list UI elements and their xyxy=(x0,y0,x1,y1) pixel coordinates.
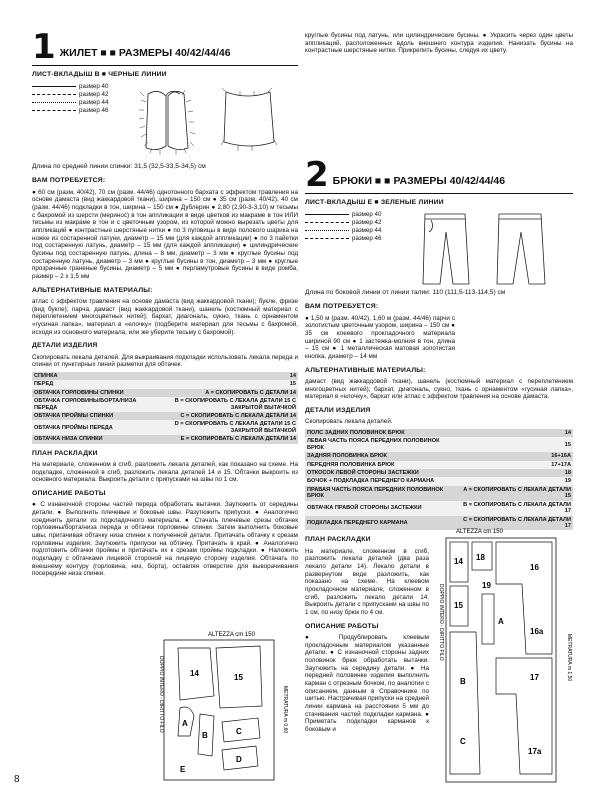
piece-label: 19 xyxy=(482,581,491,590)
cell: ПЕРЕДНЯЯ ПОЛОВИНКА БРЮК xyxy=(305,461,457,469)
table-row xyxy=(32,380,298,388)
size-row xyxy=(32,90,124,98)
cell: C = СКОПИРОВАТЬ С ЛЕКАЛА ДЕТАЛИ 14 xyxy=(141,412,298,420)
needs-text: ● 60 см (разм. 40/42), 70 см (разм. 44/46) однотонного бархата с эффектом травления на основе дамаста (вид жаккардовой ткани), ширина – 150 см ● 35 см (разм. 40/42), 40 см (разм. 44/46) подкладки в тон, ширина – 150 см ● Дублерин ● 2,80 (2,90-3-3,10) м тесьмы с бахромой из шерсти (меринос) в тон аппликации в виде цветков из макраме в тон ИЛИ тесьмы из макраме в тон и с цветочным узором, из которой можно вырезать цветы для аппликаций ● контрастные шерстяные нитки ● по 3 пуговицы в виде полового шарика на ножке из состаренной латуни, диаметр – 15 мм (для каждой аппликации) ● по 3 пайетки под состаренную латунь, диаметр – 15 мм (для каждой аппликации) ● цилиндрические бусины под состаренную латунь, длина – 8 мм, диаметр – 3 мм ● круглые бусины под состаренную латунь, диаметр – 3 мм ● круглые бусины в тон, диаметр – 3 мм ● круглые прозрачные граненые бусины, диаметр – 5 мм ● перламутровые бусины в виде ромба, размер – 2 x 1,5 мм xyxy=(32,188,298,280)
piece-label: 18 xyxy=(476,553,485,562)
piece-label: 17a xyxy=(528,747,542,756)
fold-label: DOPPIO INTERO - DIRITTO FILO xyxy=(438,584,444,661)
model-1-header xyxy=(32,27,298,67)
line-sample xyxy=(305,230,349,231)
model-number: 2 xyxy=(305,155,329,195)
table-row xyxy=(32,372,298,380)
piece-label: 16 xyxy=(530,563,539,572)
layout-text: На материале, сложенном в сгиб, разложить лекала деталей, как показано на схеме. На подкладке, сложенной в сгиб, разложить лекала деталей 14 и 15. Обтачки выкроить из основного материала. Выкроить детали с припусками на швы по 1 см. xyxy=(32,461,298,484)
size-row xyxy=(305,226,397,234)
table-row xyxy=(32,412,298,420)
work-heading: ОПИСАНИЕ РАБОТЫ xyxy=(305,622,379,630)
table-row xyxy=(32,420,298,435)
line-sample xyxy=(32,94,76,95)
needs-heading: ВАМ ПОТРЕБУЕТСЯ: xyxy=(305,303,379,311)
details-text: Скопировать лекала деталей. Для выкраивания подкладки использовать лекала переда и спинки от пунктирных линий разметки для обтачек. xyxy=(32,353,298,369)
table-row xyxy=(305,501,573,516)
left-cutting-layout xyxy=(150,626,298,786)
trousers-sketch xyxy=(403,210,563,286)
cell: 15 xyxy=(141,380,298,388)
cell: B = СКОПИРОВАТЬ С ЛЕКАЛА ДЕТАЛИ 15 С ЗАКРЫТОЙ ВЫТАЧКОЙ xyxy=(141,397,298,412)
cell: 15 xyxy=(457,437,573,452)
piece-label: A xyxy=(498,617,504,626)
model-number: 1 xyxy=(32,27,56,67)
cell: 14 xyxy=(457,429,573,437)
piece-label: 14 xyxy=(190,669,199,678)
page-number: 8 xyxy=(14,773,20,785)
cell: ОБТАЧКА НИЗА СПИНКИ xyxy=(32,435,141,443)
metratura-label: METRATURA m 0,60 xyxy=(282,686,288,734)
lower-text-col xyxy=(305,530,429,786)
line-sample xyxy=(32,110,76,111)
cell: ЛЕВАЯ ЧАСТЬ ПОЯСА ПЕРЕДНИХ ПОЛОВИНОК БРЮК xyxy=(305,437,457,452)
piece-label: A xyxy=(182,719,188,728)
table-row xyxy=(305,486,573,501)
cell: ОБТАЧКА ГОРЛОВИНЫ СПИНКИ xyxy=(32,389,141,397)
cell: D = СКОПИРОВАТЬ С ЛЕКАЛА ДЕТАЛИ 15 С ЗАКРЫТОЙ ВЫТАЧКОЙ xyxy=(141,420,298,435)
layout-text: На материале, сложенном в сгиб, разложить лекала деталей (два раза лекало детали 14). Лекало детали в развернутом виде разложить, как показано на схеме. На клеевом прокладочном материале, сложенном в сгиб, разложить лекало детали 14. Выкроить детали с припусками на швы по 1 см, по низу брюк по 4 см. xyxy=(305,547,429,617)
piece-label: 16a xyxy=(530,627,544,636)
table-row xyxy=(32,397,298,412)
line-sample xyxy=(305,238,349,239)
cell: 17+17A xyxy=(457,461,573,469)
work-text: ● С изнаночной стороны частей переда обработать вытачки. Заутюжить от середины детали. ● Выполнить плечевые и боковые швы. Разутюжить припуски. ● Аналогично соединить детали из подкладочного материала. ● Стачать плечевые срезы обтачек горловины/борта/низа переда и обтачки горловины спинки. Затем выполнить боковые швы, притачивая обтачку низа спинки к полученной детали. Притачать обтачку к срезам горловины изделия. Заутюжить припуски на обтачку. Притачать в край. ● Аналогично подготовить обтачки проймы и притачать их к срезам проймы подкладки. ● Наложить подкладку с обтачками лицевой стороной на лицевую сторону изделия. Обтачать по внешнему контуру (горловина, низ, борта), оставляя отверстие для выворачивания посередине низа спинки. xyxy=(32,501,298,578)
details-table xyxy=(305,429,573,530)
piece-label: D xyxy=(236,755,242,764)
cell: E = СКОПИРОВАТЬ С ЛЕКАЛА ДЕТАЛИ 14 xyxy=(141,435,298,443)
size-label: размер 40 xyxy=(79,82,109,90)
cell: ОБТАЧКА ПРАВОЙ СТОРОНЫ ЗАСТЕЖКИ xyxy=(305,501,457,516)
table-row xyxy=(32,389,298,397)
cell: B = СКОПИРОВАТЬ С ЛЕКАЛА ДЕТАЛИ 17 xyxy=(457,501,573,516)
right-cutting-layout xyxy=(436,524,582,786)
cell: C = СКОПИРОВАТЬ С ЛЕКАЛА ДЕТАЛИ 17 xyxy=(457,516,573,531)
cell: ОТКОСОК ЛЕВОЙ СТОРОНЫ ЗАСТЕЖКИ xyxy=(305,469,457,477)
insert-sheet: ЛИСТ-ВКЛАДЫШ В ■ ЧЕРНЫЕ ЛИНИИ xyxy=(32,71,167,78)
cell: ПЕРЕД xyxy=(32,380,141,388)
fringe-decoration xyxy=(139,88,277,155)
alt-heading: АЛЬТЕРНАТИВНЫЕ МАТЕРИАЛЫ: xyxy=(305,366,426,374)
size-label: размер 46 xyxy=(79,106,109,114)
model-title: БРЮКИ ■ ■ РАЗМЕРЫ 40/42/44/46 xyxy=(332,175,506,188)
size-label: размер 44 xyxy=(352,226,382,234)
details-text: Скопировать лекала деталей. xyxy=(305,418,393,426)
size-row xyxy=(305,210,397,218)
size-label: размер 46 xyxy=(352,234,382,242)
cell: 14 xyxy=(141,372,298,380)
size-legend xyxy=(305,210,397,286)
size-label: размер 42 xyxy=(79,90,109,98)
size-label: размер 40 xyxy=(352,210,382,218)
table-row xyxy=(305,437,573,452)
table-row xyxy=(305,477,573,485)
side-length: Длина по боковой линии от линии талии: 110 (111,5-113-114,5) см xyxy=(305,289,506,297)
piece-label: B xyxy=(460,677,466,686)
work-text: ● Продублировать клеевым прокладочным материалом указанные детали. ● С изнаночной стороны задних половинок брюк обработать вытачки. Заутюжить на середину детали. ● На передней половинке изделия выполнить карман с отрезным бочком, по аналогии с описанием, данным в Справочнике по шитью. Настрачивая припуски на средней линии кармана на расстоянии 5 мм до стачивания частей подкладки кармана. ● Приметать подкладки карманов к боковым и xyxy=(305,633,429,734)
line-sample xyxy=(32,86,76,87)
size-legend xyxy=(32,82,124,160)
vest-sketch xyxy=(130,82,290,160)
size-row xyxy=(305,218,397,226)
size-row xyxy=(32,82,124,90)
size-label: размер 44 xyxy=(79,98,109,106)
line-sample xyxy=(32,102,76,103)
cell: 18 xyxy=(457,469,573,477)
model-title: ЖИЛЕТ ■ ■ РАЗМЕРЫ 40/42/44/46 xyxy=(59,47,231,60)
piece-label: B xyxy=(202,731,208,740)
details-heading: ДЕТАЛИ ИЗДЕЛИЯ xyxy=(32,342,98,350)
cell: ОБТАЧКА ПРОЙМЫ СПИНКИ xyxy=(32,412,141,420)
continued-text: круглые бусины под латунь, или цилиндрические бусины. ● Украсить через один цветы аппликаций, расположенных вдоль внешнего контура изделия. Нанизать бусины на контрастные шерстяные нитки. Прикрепить бусины, следуя их цвету. xyxy=(305,32,573,55)
size-row xyxy=(32,98,124,106)
details-heading: ДЕТАЛИ ИЗДЕЛИЯ xyxy=(305,406,371,414)
cell: ЗАДНЯЯ ПОЛОВИНКА БРЮК xyxy=(305,452,457,460)
cell: ОБТАЧКА ПРОЙМЫ ПЕРЕДА xyxy=(32,420,141,435)
size-label: размер 42 xyxy=(352,218,382,226)
work-area xyxy=(32,501,298,580)
cell: A = СКОПИРОВАТЬ С ЛЕКАЛА ДЕТАЛИ 15 xyxy=(457,486,573,501)
layout-heading: ПЛАН РАСКЛАДКИ xyxy=(305,536,371,544)
piece-label: 15 xyxy=(454,601,463,610)
cell: 16+16A xyxy=(457,452,573,460)
piece-label: C xyxy=(236,727,242,736)
fold-label: DOPPIO INTERO - DIRITTO FILO xyxy=(158,656,164,733)
needs-heading: ВАМ ПОТРЕБУЕТСЯ: xyxy=(32,177,106,185)
piece-label: C xyxy=(460,737,466,746)
layout-heading: ПЛАН РАСКЛАДКИ xyxy=(32,449,98,457)
work-heading: ОПИСАНИЕ РАБОТЫ xyxy=(32,490,106,498)
size-row xyxy=(32,106,124,114)
cell: A = СКОПИРОВАТЬ С ДЕТАЛИ 14 xyxy=(141,389,298,397)
cell: ПОДКЛАДКА ПЕРЕДНЕГО КАРМАНА xyxy=(305,516,457,531)
cell: ОБТАЧКА ГОРЛОВИНЫ/БОРТА/НИЗА ПЕРЕДА xyxy=(32,397,141,412)
size-legend-area xyxy=(305,210,573,286)
piece-label: 14 xyxy=(454,557,463,566)
cell: СПИНКА xyxy=(32,372,141,380)
cell: ПРАВАЯ ЧАСТЬ ПОЯСА ПЕРЕДНИХ ПОЛОВИНОК БРЮК xyxy=(305,486,457,501)
metratura-label: METRATURA m 1,50 xyxy=(566,634,572,682)
back-length: Длина по средней линии спинки: 31,5 (32,5-33,5-34,5) см xyxy=(32,163,206,171)
alt-heading: АЛЬТЕРНАТИВНЫЕ МАТЕРИАЛЫ: xyxy=(32,286,153,294)
piece-label: 15 xyxy=(234,673,243,682)
size-legend-area xyxy=(32,82,298,160)
line-sample xyxy=(305,222,349,223)
insert-sheet: ЛИСТ-ВКЛАДЫШ E ■ ЗЕЛЕНЫЕ ЛИНИИ xyxy=(305,199,444,206)
cell: ПОЛС ЗАДНИХ ПОЛОВИНОК БРЮК xyxy=(305,429,457,437)
table-row xyxy=(305,452,573,460)
altezza-label: ALTEZZA cm 150 xyxy=(456,529,503,535)
line-sample xyxy=(305,214,349,215)
column-left xyxy=(32,27,298,580)
details-table xyxy=(32,372,298,444)
cell: 19 xyxy=(457,477,573,485)
table-row xyxy=(32,435,298,443)
cell: БОЧОК + ПОДКЛАДКА ПЕРЕДНЕГО КАРМАНА xyxy=(305,477,457,485)
size-row xyxy=(305,234,397,242)
table-row xyxy=(305,469,573,477)
table-row xyxy=(305,461,573,469)
model-2-header xyxy=(305,155,573,195)
altezza-label: ALTEZZA cm 150 xyxy=(208,632,255,638)
piece-label: E xyxy=(180,765,186,774)
piece-label: 17 xyxy=(530,673,539,682)
needs-text: ● 1,50 м (разм. 40/42), 1,60 м (разм. 44/46) парчи с золотистым цветочным узором, ширина – 150 см ● 35 см клеевого прокладочного материала шириной 90 см ● 1 застежка-молния в тон, длина – 15 см ● 1 металлическая матовая золотистая кнопка, диаметр – 14 мм xyxy=(305,314,455,360)
alt-text: дамаст (вид жаккардовой ткани), шанель (костюмный материал с переплетением многоцветных нитей); бархат, диагональ, сукно, ткань с орнаментом «гусиная лапка», материал в «елочку», бархат или атлас с эффектом травления на основе дамаста. xyxy=(305,377,573,401)
table-row xyxy=(305,429,573,437)
alt-text: атлас с эффектом травления на основе дамаста (вид жаккардовой ткани); букле, фризе (вид букле); парча, дамаст (вид жаккардовой ткани), шанель (костюмный материал с переплетением многоцветных нитей); бархат, диагональ, сукно, ткань с орнаментом «гусиная лапка», материал в «елочку» (подберите материал для тесьмы с бахромой, исходя из основного материала, или же уберите тесьму с бахромой). xyxy=(32,297,298,336)
